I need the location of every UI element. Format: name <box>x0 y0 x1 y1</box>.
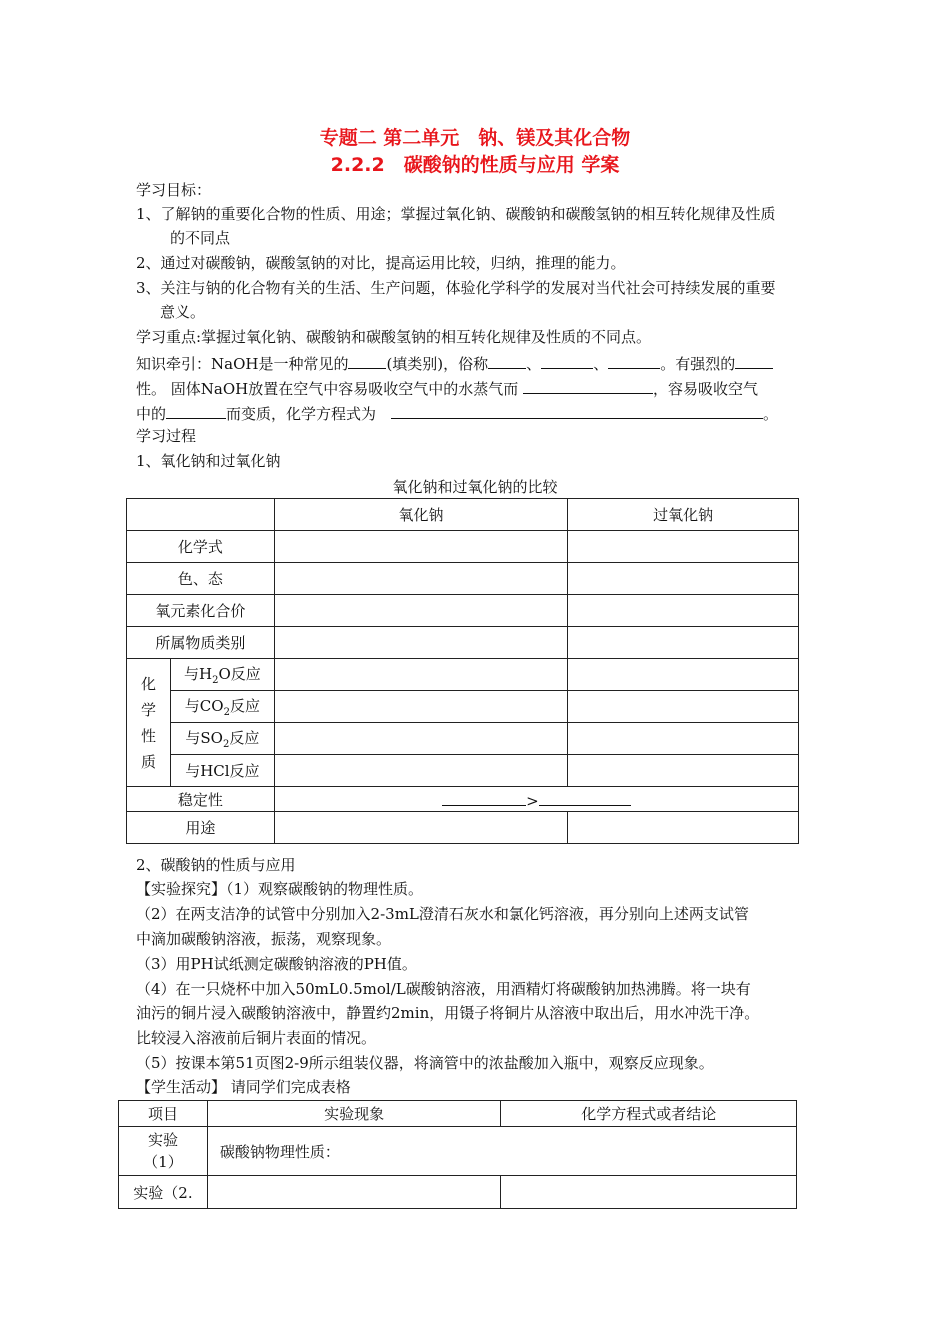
experiment-2: （2）在两支洁净的试管中分别加入2-3mL澄清石灰水和氯化钙溶液，再分别向上述两支试管 <box>136 905 749 923</box>
section-1-heading: 1、氧化钠和过氧化钠 <box>136 452 281 470</box>
table-row <box>127 659 799 691</box>
experiment-3: （3）用PH试纸测定碳酸钠溶液的PH值。 <box>136 955 417 973</box>
experiment-2-label: 实验（2. <box>119 1176 208 1209</box>
row-label: 色、态 <box>127 563 275 595</box>
answer-cell[interactable] <box>274 531 568 563</box>
objective-1: 1、了解钠的重要化合物的性质、用途；掌握过氧化钠、碳酸钠和碳酸氢钠的相互转化规律及性质 <box>136 205 776 223</box>
knowledge-line-2: 性。 固体NaOH放置在空气中容易吸收空气中的水蒸气而 ，容易吸收空气 <box>136 377 758 399</box>
header-sodium-peroxide: 过氧化钠 <box>568 499 799 531</box>
answer-cell[interactable] <box>568 563 799 595</box>
table-row <box>119 1127 797 1176</box>
experiment-4: （4）在一只烧杯中加入50mL0.5mol/L碳酸钠溶液，用酒精灯将碳酸钠加热沸腾。将一块有 <box>136 980 751 998</box>
experiment-table <box>118 1100 797 1209</box>
experiment-1-cell[interactable]: 碳酸钠物理性质： <box>207 1127 796 1176</box>
header-blank <box>127 499 275 531</box>
objective-3-cont: 意义。 <box>160 303 206 321</box>
answer-cell[interactable] <box>274 691 568 723</box>
objective-1-cont: 的不同点 <box>170 229 231 247</box>
table-row <box>127 531 799 563</box>
row-label: 用途 <box>127 812 275 844</box>
reaction-label: 与$CO_2$反应 <box>170 691 274 723</box>
experiment-intro: 【实验探究】（1）观察碳酸钠的物理性质。 <box>136 880 424 898</box>
table-row <box>127 595 799 627</box>
header-sodium-oxide: 氧化钠 <box>274 499 568 531</box>
objective-2: 2、通过对碳酸钠，碳酸氢钠的对比，提高运用比较，归纳，推理的能力。 <box>136 254 626 272</box>
header-item: 项目 <box>119 1101 208 1127</box>
answer-cell[interactable] <box>207 1176 501 1209</box>
table-row <box>127 787 799 812</box>
table-row <box>127 723 799 755</box>
table-row <box>127 563 799 595</box>
answer-cell[interactable] <box>274 755 568 787</box>
answer-cell[interactable] <box>274 812 568 844</box>
reaction-label: 与$H_2O$反应 <box>170 659 274 691</box>
header-equation: 化学方程式或者结论 <box>501 1101 797 1127</box>
header-phenomenon: 实验现象 <box>207 1101 501 1127</box>
experiment-2-cont: 中滴加碳酸钠溶液，振荡，观察现象。 <box>136 930 392 948</box>
document-subtitle: 2.2.2 碳酸钠的性质与应用 学案 <box>330 154 620 176</box>
blank-stability-right[interactable] <box>539 789 631 806</box>
process-heading: 学习过程 <box>136 427 197 445</box>
row-label: 所属物质类别 <box>127 627 275 659</box>
answer-cell[interactable] <box>568 723 799 755</box>
student-activity: 【学生活动】 请同学们完成表格 <box>136 1078 351 1096</box>
knowledge-line-1: 知识牵引：NaOH是一种常见的 (填类别)，俗称 、 、 。有强烈的 <box>136 352 773 374</box>
table-header-row <box>127 499 799 531</box>
answer-cell[interactable] <box>568 627 799 659</box>
answer-cell[interactable] <box>501 1176 797 1209</box>
row-label: 化学式 <box>127 531 275 563</box>
answer-cell[interactable] <box>568 755 799 787</box>
objective-3: 3、关注与钠的化合物有关的生活、生产问题，体验化学科学的发展对当代社会可持续发展的重要 <box>136 279 776 297</box>
blank-equation[interactable] <box>391 402 763 419</box>
experiment-4-cont: 油污的铜片浸入碳酸钠溶液中，静置约2min，用镊子将铜片从溶液中取出后，用水冲洗干净。 <box>136 1004 760 1022</box>
answer-cell[interactable] <box>568 691 799 723</box>
table-header-row <box>119 1101 797 1127</box>
experiment-1-label: 实验 （1） <box>119 1127 208 1176</box>
blank-name-3[interactable] <box>608 352 660 369</box>
answer-cell[interactable] <box>568 812 799 844</box>
blank-absorb[interactable] <box>523 377 653 394</box>
answer-cell[interactable] <box>274 723 568 755</box>
table-row <box>127 627 799 659</box>
stability-label: 稳定性 <box>127 787 275 812</box>
blank-category[interactable] <box>348 352 386 369</box>
row-label: 氧元素化合价 <box>127 595 275 627</box>
blank-property[interactable] <box>735 352 773 369</box>
answer-cell[interactable] <box>568 531 799 563</box>
answer-cell[interactable] <box>274 595 568 627</box>
blank-name-2[interactable] <box>541 352 593 369</box>
answer-cell[interactable] <box>274 627 568 659</box>
experiment-4-cont-2: 比较浸入溶液前后铜片表面的情况。 <box>136 1029 377 1047</box>
comparison-table <box>126 498 799 844</box>
document-title: 专题二 第二单元 钠、镁及其化合物 <box>319 127 631 149</box>
table1-caption: 氧化钠和过氧化钠的比较 <box>392 478 558 496</box>
key-point: 学习重点:掌握过氧化钠、碳酸钠和碳酸氢钠的相互转化规律及性质的不同点。 <box>136 328 652 346</box>
blank-gas[interactable] <box>166 402 226 419</box>
reaction-label: 与$SO_2$反应 <box>170 723 274 755</box>
answer-cell[interactable] <box>274 563 568 595</box>
section-2-heading: 2、碳酸钠的性质与应用 <box>136 856 296 874</box>
blank-name-1[interactable] <box>488 352 526 369</box>
objectives-heading: 学习目标： <box>136 181 212 199</box>
blank-stability-left[interactable] <box>442 789 526 806</box>
chemical-properties-label: 化 学 性 质 <box>127 659 171 787</box>
answer-cell[interactable] <box>274 659 568 691</box>
table-row <box>119 1176 797 1209</box>
table-row <box>127 691 799 723</box>
table-row <box>127 812 799 844</box>
reaction-label: 与HCl反应 <box>170 755 274 787</box>
table-row <box>127 755 799 787</box>
stability-compare: > <box>274 787 798 812</box>
answer-cell[interactable] <box>568 595 799 627</box>
answer-cell[interactable] <box>568 659 799 691</box>
knowledge-line-3: 中的 而变质，化学方程式为 。 <box>136 402 778 424</box>
experiment-5: （5）按课本第51页图2-9所示组装仪器，将滴管中的浓盐酸加入瓶中，观察反应现象。 <box>136 1054 714 1072</box>
